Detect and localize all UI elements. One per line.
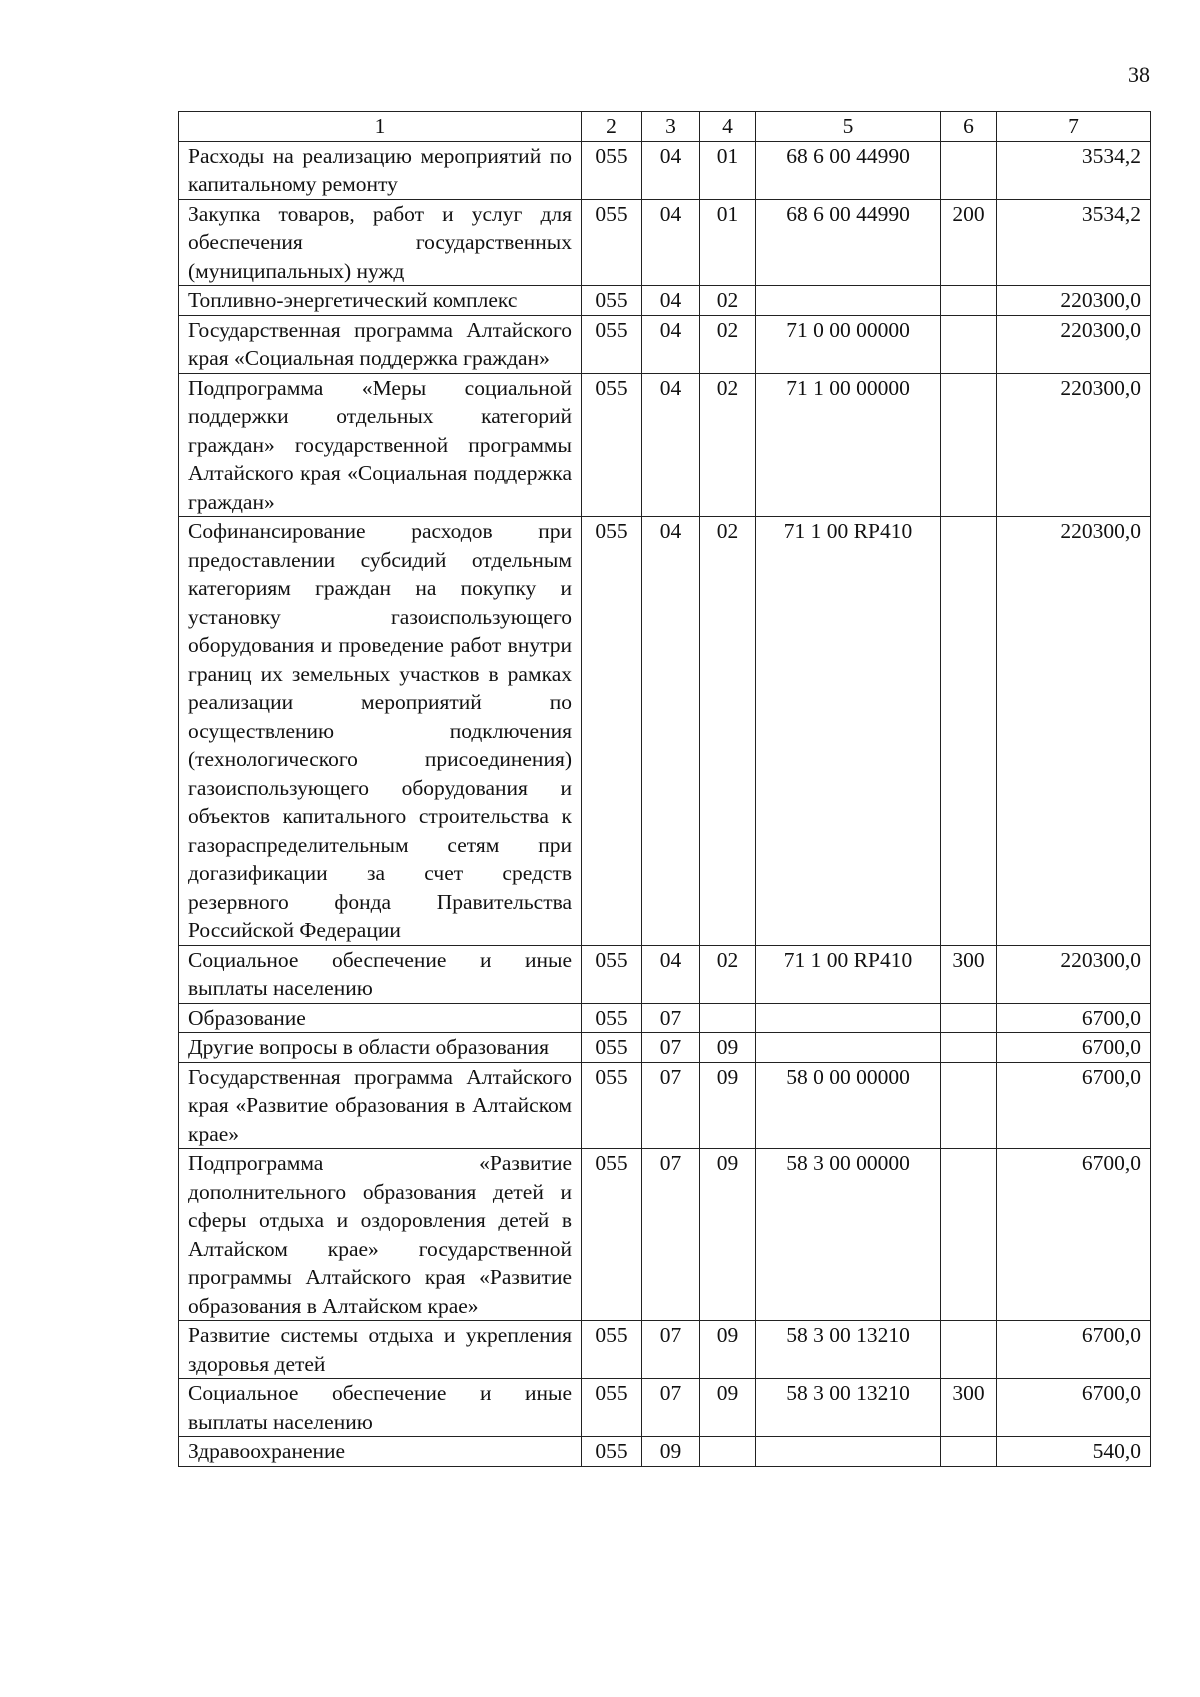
- cell-expense-type: [941, 315, 997, 373]
- cell-amount: 220300,0: [997, 945, 1151, 1003]
- cell-amount: 6700,0: [997, 1379, 1151, 1437]
- cell-amount: 220300,0: [997, 286, 1151, 316]
- cell-subsection: 01: [700, 199, 756, 286]
- cell-admin-code: 055: [582, 945, 642, 1003]
- cell-section: 04: [642, 945, 700, 1003]
- cell-section: 04: [642, 315, 700, 373]
- cell-name: Другие вопросы в области образования: [179, 1033, 582, 1063]
- cell-section: 04: [642, 373, 700, 517]
- cell-amount: 3534,2: [997, 199, 1151, 286]
- cell-target-article: [756, 1003, 941, 1033]
- cell-section: 07: [642, 1003, 700, 1033]
- cell-section: 07: [642, 1379, 700, 1437]
- cell-subsection: [700, 1437, 756, 1467]
- cell-target-article: 58 0 00 00000: [756, 1062, 941, 1149]
- header-col-1: 1: [179, 112, 582, 142]
- cell-subsection: 09: [700, 1033, 756, 1063]
- table-row: [179, 1149, 1151, 1321]
- cell-amount: 3534,2: [997, 141, 1151, 199]
- cell-expense-type: [941, 286, 997, 316]
- cell-target-article: 58 3 00 13210: [756, 1379, 941, 1437]
- cell-name: Образование: [179, 1003, 582, 1033]
- header-col-2: 2: [582, 112, 642, 142]
- table-row: [179, 286, 1151, 316]
- cell-expense-type: 300: [941, 945, 997, 1003]
- cell-expense-type: [941, 1149, 997, 1321]
- table-row: [179, 315, 1151, 373]
- cell-name: Расходы на реализацию мероприятий по капитальному ремонту: [179, 141, 582, 199]
- cell-admin-code: 055: [582, 1149, 642, 1321]
- cell-admin-code: 055: [582, 315, 642, 373]
- cell-name: Подпрограмма «Развитие дополнительного образования детей и сферы отдыха и оздоровления детей в Алтайском крае» государственной программы Алтайского края «Развитие образования в Алтайском крае»: [179, 1149, 582, 1321]
- table-row: [179, 1062, 1151, 1149]
- cell-admin-code: 055: [582, 1379, 642, 1437]
- table-row: [179, 1033, 1151, 1063]
- header-col-4: 4: [700, 112, 756, 142]
- cell-section: 04: [642, 517, 700, 946]
- cell-subsection: 09: [700, 1062, 756, 1149]
- cell-name: Государственная программа Алтайского края «Развитие образования в Алтайском крае»: [179, 1062, 582, 1149]
- cell-subsection: 02: [700, 945, 756, 1003]
- cell-target-article: [756, 286, 941, 316]
- cell-admin-code: 055: [582, 1033, 642, 1063]
- cell-section: 04: [642, 141, 700, 199]
- header-col-7: 7: [997, 112, 1151, 142]
- cell-subsection: [700, 1003, 756, 1033]
- cell-target-article: [756, 1437, 941, 1467]
- cell-name: Государственная программа Алтайского края «Социальная поддержка граждан»: [179, 315, 582, 373]
- cell-admin-code: 055: [582, 517, 642, 946]
- cell-admin-code: 055: [582, 1437, 642, 1467]
- cell-name: Социальное обеспечение и иные выплаты населению: [179, 1379, 582, 1437]
- cell-amount: 6700,0: [997, 1062, 1151, 1149]
- cell-section: 09: [642, 1437, 700, 1467]
- cell-expense-type: 200: [941, 199, 997, 286]
- cell-admin-code: 055: [582, 1321, 642, 1379]
- cell-section: 07: [642, 1062, 700, 1149]
- cell-subsection: 09: [700, 1149, 756, 1321]
- cell-name: Социальное обеспечение и иные выплаты населению: [179, 945, 582, 1003]
- cell-expense-type: [941, 1033, 997, 1063]
- cell-amount: 540,0: [997, 1437, 1151, 1467]
- cell-target-article: 71 1 00 RP410: [756, 517, 941, 946]
- cell-name: Здравоохранение: [179, 1437, 582, 1467]
- header-row: [179, 112, 1151, 142]
- cell-name: Топливно-энергетический комплекс: [179, 286, 582, 316]
- cell-target-article: 58 3 00 00000: [756, 1149, 941, 1321]
- cell-name: Софинансирование расходов при предоставлении субсидий отдельным категориям граждан на покупку и установку газоиспользующего оборудования и проведение работ внутри границ их земельных участков в рамках реализации мероприятий по осуществлению подключения (технологического присоединения) газоиспользующего оборудования и объектов капитального строительства к газораспределительным сетям при догазификации за счет средств резервного фонда Правительства Российской Федерации: [179, 517, 582, 946]
- cell-section: 07: [642, 1033, 700, 1063]
- cell-admin-code: 055: [582, 141, 642, 199]
- cell-section: 04: [642, 199, 700, 286]
- cell-admin-code: 055: [582, 286, 642, 316]
- cell-expense-type: [941, 517, 997, 946]
- cell-expense-type: [941, 141, 997, 199]
- header-col-5: 5: [756, 112, 941, 142]
- table-row: [179, 517, 1151, 946]
- cell-section: 07: [642, 1321, 700, 1379]
- table-row: [179, 1379, 1151, 1437]
- cell-expense-type: [941, 1062, 997, 1149]
- table-row: [179, 1437, 1151, 1467]
- table-row: [179, 945, 1151, 1003]
- cell-subsection: 02: [700, 517, 756, 946]
- cell-amount: 6700,0: [997, 1321, 1151, 1379]
- header-col-6: 6: [941, 112, 997, 142]
- cell-section: 04: [642, 286, 700, 316]
- cell-expense-type: 300: [941, 1379, 997, 1437]
- cell-admin-code: 055: [582, 1003, 642, 1033]
- cell-amount: 220300,0: [997, 315, 1151, 373]
- header-col-3: 3: [642, 112, 700, 142]
- table-row: [179, 1003, 1151, 1033]
- cell-admin-code: 055: [582, 1062, 642, 1149]
- cell-section: 07: [642, 1149, 700, 1321]
- table-body: [179, 141, 1151, 1466]
- budget-table: [178, 111, 1151, 1467]
- cell-target-article: [756, 1033, 941, 1063]
- cell-expense-type: [941, 1437, 997, 1467]
- cell-subsection: 09: [700, 1321, 756, 1379]
- cell-target-article: 68 6 00 44990: [756, 141, 941, 199]
- cell-target-article: 68 6 00 44990: [756, 199, 941, 286]
- cell-subsection: 02: [700, 373, 756, 517]
- cell-target-article: 58 3 00 13210: [756, 1321, 941, 1379]
- table-row: [179, 141, 1151, 199]
- cell-name: Развитие системы отдыха и укрепления здоровья детей: [179, 1321, 582, 1379]
- cell-subsection: 02: [700, 286, 756, 316]
- cell-admin-code: 055: [582, 373, 642, 517]
- cell-subsection: 01: [700, 141, 756, 199]
- cell-amount: 6700,0: [997, 1149, 1151, 1321]
- cell-admin-code: 055: [582, 199, 642, 286]
- cell-expense-type: [941, 373, 997, 517]
- cell-target-article: 71 1 00 00000: [756, 373, 941, 517]
- cell-amount: 6700,0: [997, 1003, 1151, 1033]
- cell-name: Закупка товаров, работ и услуг для обеспечения государственных (муниципальных) нужд: [179, 199, 582, 286]
- cell-subsection: 09: [700, 1379, 756, 1437]
- page-number: 38: [1128, 62, 1150, 87]
- cell-name: Подпрограмма «Меры социальной поддержки отдельных категорий граждан» государственной программы Алтайского края «Социальная поддержка граждан»: [179, 373, 582, 517]
- table-row: [179, 373, 1151, 517]
- cell-target-article: 71 1 00 RP410: [756, 945, 941, 1003]
- cell-target-article: 71 0 00 00000: [756, 315, 941, 373]
- cell-expense-type: [941, 1003, 997, 1033]
- cell-amount: 220300,0: [997, 517, 1151, 946]
- table-row: [179, 1321, 1151, 1379]
- cell-expense-type: [941, 1321, 997, 1379]
- table-row: [179, 199, 1151, 286]
- cell-amount: 6700,0: [997, 1033, 1151, 1063]
- cell-amount: 220300,0: [997, 373, 1151, 517]
- cell-subsection: 02: [700, 315, 756, 373]
